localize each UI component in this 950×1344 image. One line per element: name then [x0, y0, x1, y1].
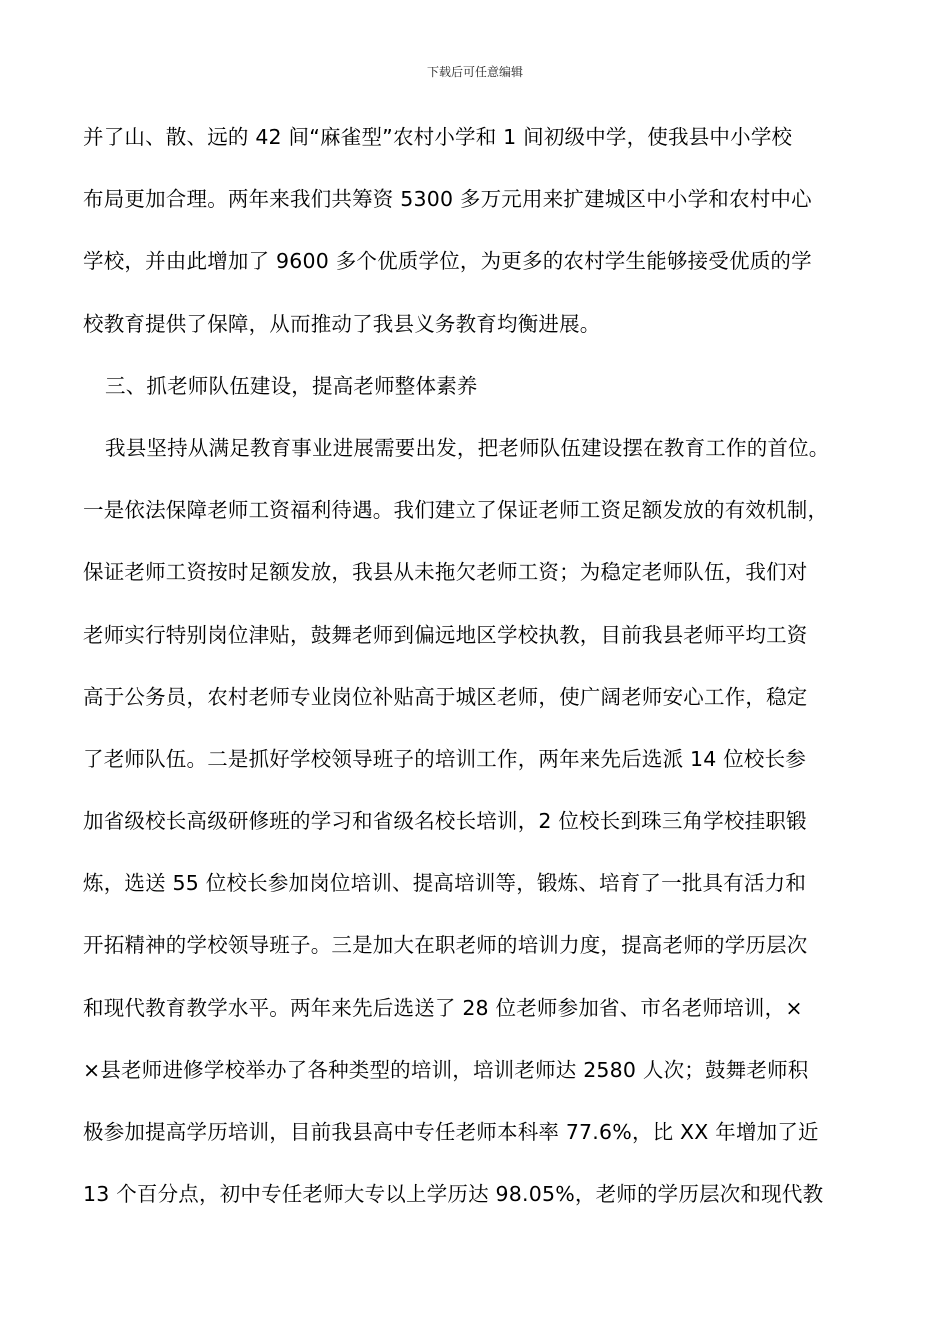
text-line: 了老师队伍。二是抓好学校领导班子的培训工作，两年来先后选派 14 位校长参 [83, 746, 807, 771]
heading-line: 三、抓老师队伍建设，提高老师整体素养 [105, 373, 478, 398]
text-line: 开拓精神的学校领导班子。三是加大在职老师的培训力度，提高老师的学历层次 [83, 933, 808, 958]
text-line: 学校，并由此增加了 9600 多个优质学位，为更多的农村学生能够接受优质的学 [83, 249, 812, 274]
text-line: 极参加提高学历培训，目前我县高中专任老师本科率 77.6%，比 XX 年增加了近 [83, 1120, 819, 1144]
paragraph-1 [83, 106, 883, 355]
text-line: ×县老师进修学校举办了各种类型的培训，培训老师达 2580 人次；鼓舞老师积 [83, 1057, 809, 1082]
text-line: 加省级校长高级研修班的学习和省级名校长培训，2 位校长到珠三角学校挂职锻 [83, 809, 807, 834]
text-line: 13 个百分点，初中专任老师大专以上学历达 98.05%，老师的学历层次和现代教 [83, 1182, 824, 1207]
text-line: 我县坚持从满足教育事业进展需要出发，把老师队伍建设摆在教育工作的首位。 [105, 435, 830, 460]
page-header: 下载后可任意编辑 [426, 65, 523, 79]
text-line: 和现代教育教学水平。两年来先后选送了 28 位老师参加省、市名老师培训，× [83, 995, 803, 1020]
text-line: 一是依法保障老师工资福利待遇。我们建立了保证老师工资足额发放的有效机制， [83, 498, 829, 523]
text-line: 炼，选送 55 位校长参加岗位培训、提高培训等，锻炼、培育了一批具有活力和 [83, 871, 807, 896]
text-line: 校教育提供了保障，从而推动了我县义务教育均衡进展。 [83, 311, 601, 336]
paragraph-2 [83, 417, 883, 1225]
document-body [83, 106, 883, 1225]
text-line: 老师实行特别岗位津贴，鼓舞老师到偏远地区学校执教，目前我县老师平均工资 [83, 622, 808, 647]
text-line: 并了山、散、远的 42 间“麻雀型”农村小学和 1 间初级中学，使我县中小学校 [83, 125, 793, 149]
text-line: 布局更加合理。两年来我们共筹资 5300 多万元用来扩建城区中小学和农村中心 [83, 187, 812, 212]
text-line: 高于公务员，农村老师专业岗位补贴高于城区老师，使广阔老师安心工作，稳定 [83, 684, 808, 709]
section-heading [83, 355, 883, 417]
text-line: 保证老师工资按时足额发放，我县从未拖欠老师工资；为稳定老师队伍，我们对 [83, 560, 808, 585]
